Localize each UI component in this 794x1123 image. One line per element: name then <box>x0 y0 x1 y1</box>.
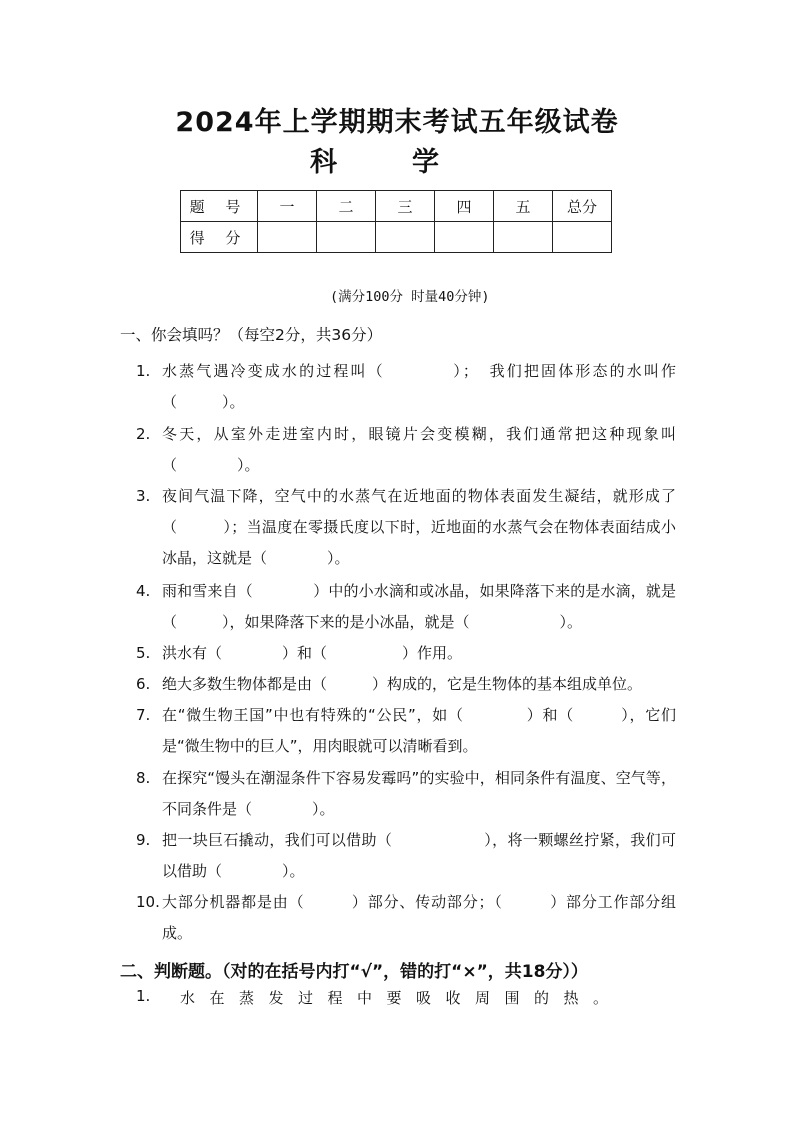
question-text: 绝大多数生物体都是由（ ）构成的，它是生物体的基本组成单位。 <box>162 675 643 693</box>
question-number: 4. <box>136 582 151 600</box>
question-text: 在探究“馒头在潮湿条件下容易发霉吗”的实验中，相同条件有温度、空气等，不同条件是（ ）。 <box>162 769 676 818</box>
question-number: 9. <box>136 831 151 849</box>
score-cell-total <box>553 222 612 253</box>
question-number: 2. <box>136 425 151 443</box>
question-item <box>136 576 676 638</box>
question-text: 水在蒸发过程中要吸收周围的热。 <box>180 989 623 1007</box>
score-table-score-row <box>181 222 612 253</box>
question-item <box>136 356 676 418</box>
question-item <box>136 481 676 574</box>
question-item <box>136 700 676 762</box>
score-table <box>180 190 612 253</box>
exam-title: 2024年上学期期末考试五年级试卷 <box>175 107 619 138</box>
subject-char-2: 学 <box>412 147 439 178</box>
exam-note: (满分100分 时量40分钟) <box>330 289 490 305</box>
question-text: 夜间气温下降，空气中的水蒸气在近地面的物体表面发生凝结，就形成了（ ）；当温度在零摄氏度以下时，近地面的水蒸气会在物体表面结成小冰晶，这就是（ ）。 <box>162 487 676 567</box>
section-2-heading: 二、判断题。（对的在括号内打“√”，错的打“×”，共18分）） <box>120 962 588 982</box>
question-text: 大部分机器都是由（ ）部分、传动部分；（ ）部分工作部分组成。 <box>162 893 676 942</box>
question-text: 水蒸气遇冷变成水的过程叫（ ）； 我们把固体形态的水叫作（ ）。 <box>162 362 676 411</box>
score-cell-1 <box>258 222 317 253</box>
question-item <box>136 825 676 887</box>
question-item <box>136 669 676 700</box>
col-2: 二 <box>317 191 376 222</box>
question-number: 1. <box>136 362 151 380</box>
score-table-header-row <box>181 191 612 222</box>
score-cell-5 <box>494 222 553 253</box>
score-cell-4 <box>435 222 494 253</box>
col-1: 一 <box>258 191 317 222</box>
col-3: 三 <box>376 191 435 222</box>
question-text: 把一块巨石撬动，我们可以借助（ ），将一颗螺丝拧紧，我们可以借助（ ）。 <box>162 831 676 880</box>
question-number: 7. <box>136 706 151 724</box>
question-number-label: 题 号 <box>181 191 258 222</box>
subject-char-1: 科 <box>310 147 337 178</box>
question-item <box>136 419 676 481</box>
question-text: 在“微生物王国”中也有特殊的“公民”，如（ ）和（ ），它们是“微生物中的巨人”，用肉眼就可以清晰看到。 <box>162 706 676 755</box>
col-4: 四 <box>435 191 494 222</box>
section-1-heading: 一、你会填吗？（每空2分，共36分） <box>120 326 383 344</box>
question-number: 10. <box>136 893 160 911</box>
question-text: 雨和雪来自（ ）中的小水滴和或冰晶，如果降落下来的是水滴，就是（ ），如果降落下来的是小冰晶，就是（ ）。 <box>162 582 676 631</box>
score-cell-2 <box>317 222 376 253</box>
col-5: 五 <box>494 191 553 222</box>
score-label: 得 分 <box>181 222 258 253</box>
question-text: 洪水有（ ）和（ ）作用。 <box>162 644 463 662</box>
question-item <box>136 887 676 949</box>
question-item <box>136 638 676 669</box>
question-text: 冬天，从室外走进室内时，眼镜片会变模糊，我们通常把这种现象叫（ ）。 <box>162 425 676 474</box>
col-total: 总分 <box>553 191 612 222</box>
question-number: 3. <box>136 487 151 505</box>
question-number: 1. <box>136 987 151 1005</box>
question-item <box>136 763 676 825</box>
question-number: 8. <box>136 769 151 787</box>
question-number: 5. <box>136 644 151 662</box>
score-cell-3 <box>376 222 435 253</box>
question-number: 6. <box>136 675 151 693</box>
